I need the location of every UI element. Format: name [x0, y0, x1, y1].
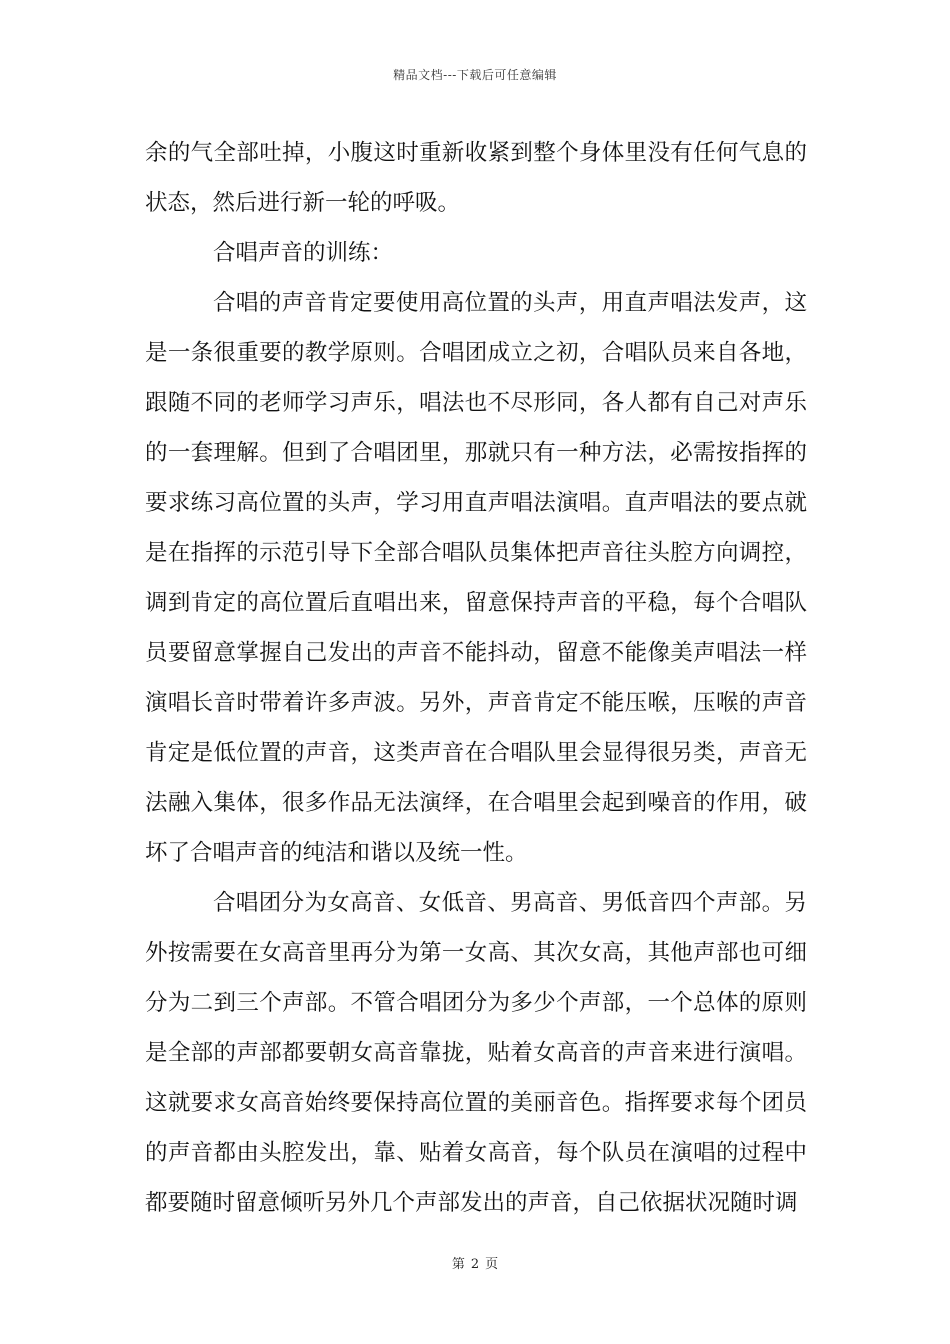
page-number-suffix: 页	[485, 1257, 499, 1272]
document-body	[145, 128, 807, 1228]
page-number: 2	[470, 1257, 480, 1272]
page-number-prefix: 第	[451, 1257, 465, 1272]
paragraph-continuation: 余的气全部吐掉，小腹这时重新收紧到整个身体里没有任何气息的状态，然后进行新一轮的呼吸。	[145, 140, 807, 216]
page-footer	[0, 1253, 950, 1272]
paragraph-head-voice: 合唱的声音肯定要使用高位置的头声，用直声唱法发声，这是一条很重要的教学原则。合唱团成立之初，合唱队员来自各地，跟随不同的老师学习声乐，唱法也不尽形同，各人都有自己对声乐的一套理解。但到了合唱团里，那就只有一种方法，必需按指挥的要求练习高位置的头声，学习用直声唱法演唱。直声唱法的要点就是在指挥的示范引导下全部合唱队员集体把声音往头腔方向调控，调到肯定的高位置后直唱出来，留意保持声音的平稳，每个合唱队员要留意掌握自己发出的声音不能抖动，留意不能像美声唱法一样演唱长音时带着许多声波。另外，声音肯定不能压喉，压喉的声音肯定是低位置的声音，这类声音在合唱队里会显得很另类，声音无法融入集体，很多作品无法演绎，在合唱里会起到噪音的作用，破坏了合唱声音的纯洁和谐以及统一性。	[145, 290, 807, 866]
section-heading: 合唱声音的训练：	[213, 240, 394, 266]
page-header: 精品文档---下载后可任意编辑	[393, 68, 557, 82]
paragraph-voice-parts: 合唱团分为女高音、女低音、男高音、男低音四个声部。另外按需要在女高音里再分为第一女高、其次女高，其他声部也可细分为二到三个声部。不管合唱团分为多少个声部，一个总体的原则是全部的声部都要朝女高音靠拢，贴着女高音的声音来进行演唱。这就要求女高音始终要保持高位置的美丽音色。指挥要求每个团员的声音都由头腔发出，靠、贴着女高音，每个队员在演唱的过程中都要随时留意倾听另外几个声部发出的声音，自己依据状况随时调	[145, 890, 807, 1216]
